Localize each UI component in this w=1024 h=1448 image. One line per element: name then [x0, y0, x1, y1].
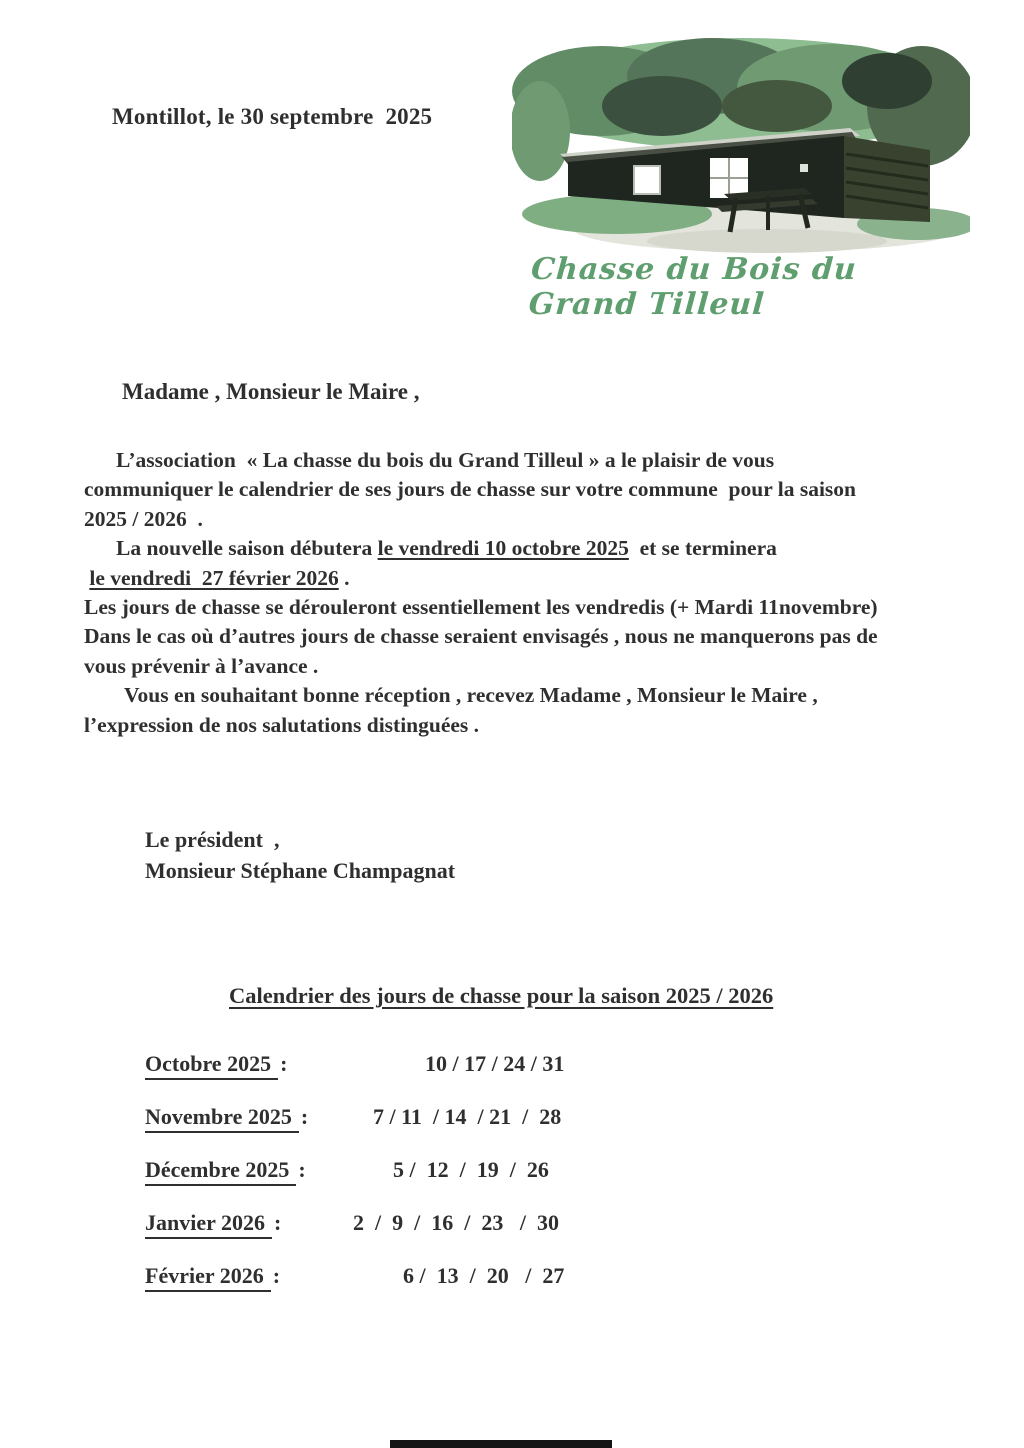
month-dates: 7 / 11 / 14 / 21 / 28 [373, 1104, 562, 1129]
signature-title: Le président , [145, 827, 280, 852]
para3-line3: vous prévenir à l’avance . [84, 653, 319, 678]
para1-line3: 2025 / 2026 . [84, 506, 203, 531]
month-dates: 6 / 13 / 20 / 27 [403, 1263, 565, 1288]
month-label: Novembre 2025 [145, 1104, 299, 1133]
signature-name: Monsieur Stéphane Champagnat [145, 858, 456, 883]
underlined-end-date: le vendredi 27 février 2026 [89, 565, 339, 590]
para2-line2: le vendredi 27 février 2026 . [89, 565, 350, 590]
month-label: Février 2026 [145, 1263, 271, 1292]
month-label: Octobre 2025 [145, 1051, 278, 1080]
calendar-row-janvier: Janvier 2026 : 2 / 9 / 16 / 23 / 30 [145, 1210, 845, 1263]
para1-line2: communiquer le calendrier de ses jours de chasse sur votre commune pour la saison [84, 477, 857, 502]
cabin-photo [512, 36, 970, 254]
para2-line1: La nouvelle saison débutera le vendredi 10 octobre 2025 et se terminera [116, 536, 777, 561]
para1-line1: L’association « La chasse du bois du Grand Tilleul » a le plaisir de vous [116, 448, 775, 472]
scan-edge-artifact [390, 1440, 612, 1448]
salutation: Madame , Monsieur le Maire , [122, 379, 420, 404]
month-label: Décembre 2025 [145, 1157, 296, 1186]
month-label: Janvier 2026 [145, 1210, 272, 1239]
para4-line2: l’expression de nos salutations distinguées . [84, 712, 480, 737]
calendar-row-novembre: Novembre 2025 : 7 / 11 / 14 / 21 / 28 [145, 1104, 845, 1157]
month-dates: 10 / 17 / 24 / 31 [425, 1051, 565, 1076]
cabin-window-right [710, 158, 748, 198]
letter-body [84, 446, 984, 740]
calendar-row-decembre: Décembre 2025 : 5 / 12 / 19 / 26 [145, 1157, 845, 1210]
letter-dateline: Montillot, le 30 septembre 2025 [112, 104, 433, 129]
para3-line2: Dans le cas où d’autres jours de chasse seraient envisagés , nous ne manquerons pas de [84, 624, 878, 649]
calendar-row-octobre: Octobre 2025 : 10 / 17 / 24 / 31 [145, 1051, 845, 1104]
para3-line1: Les jours de chasse se dérouleront essentiellement les vendredis (+ Mardi 11novembre) [84, 595, 878, 620]
para4-line1: Vous en souhaitant bonne réception , recevez Madame , Monsieur le Maire , [124, 683, 818, 708]
month-dates: 2 / 9 / 16 / 23 / 30 [353, 1210, 559, 1235]
month-dates: 5 / 12 / 19 / 26 [393, 1157, 549, 1182]
calendar-title: Calendrier des jours de chasse pour la saison 2025 / 2026 [229, 983, 774, 1008]
calendar-row-fevrier: Février 2026 : 6 / 13 / 20 / 27 [145, 1263, 845, 1316]
underlined-start-date: le vendredi 10 octobre 2025 [377, 536, 629, 561]
logo-script-text: Chasse du Bois du Grand Tilleul [527, 252, 870, 322]
cabin-window-left [634, 166, 660, 194]
calendar [145, 1051, 845, 1316]
cabin-vent [800, 164, 808, 172]
cabin-photo-illustration [512, 36, 970, 254]
signature-block [145, 824, 455, 886]
